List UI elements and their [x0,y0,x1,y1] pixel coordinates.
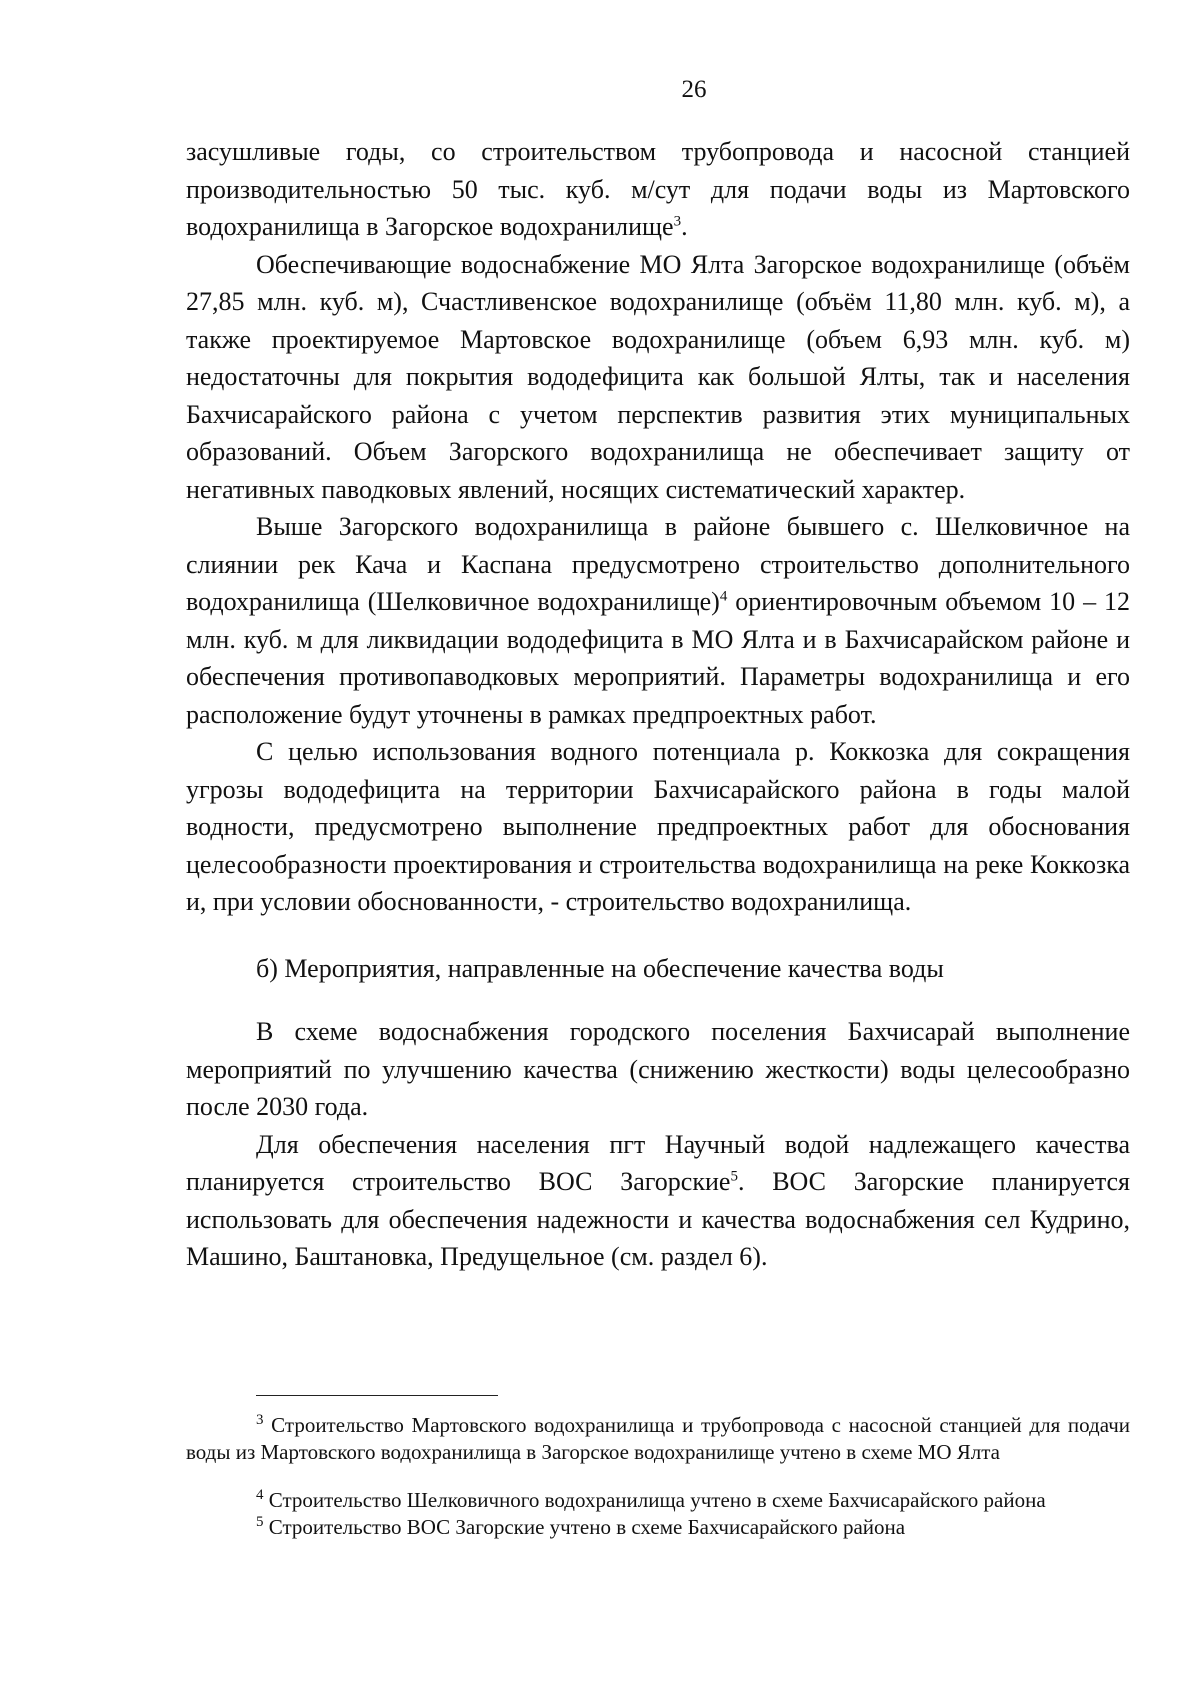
paragraph: С целью использования водного потенциала р. Коккозка для сокращения угрозы вододефицита на территории Бахчисарайского района в годы малой водности, предусмотрено выполнение предпроектных работ для обоснования целесообразности проектирования и строительства водохранилища на реке Коккозка и, при условии обоснованности, - строительство водохранилища. [186,737,1130,916]
footnote-separator [256,1395,498,1396]
footnote-text: Строительство ВОС Загорские учтено в схеме Бахчисарайского района [268,1515,906,1539]
footnote-ref: 5 [730,1168,738,1185]
footnote-text: Строительство Шелковичного водохранилища учтено в схеме Бахчисарайского района [268,1488,1046,1512]
paragraph-text: засушливые годы, со строительством трубопровода и насосной станцией производительностью 50 тыс. куб. м/сут для подачи воды из Мартовского водохранилища в Загорское водохранилище [186,137,1130,241]
footnote [186,1487,1130,1514]
page-number: 26 [681,76,707,103]
paragraph [186,508,1130,733]
footnote-mark: 5 [256,1514,264,1530]
footnote-ref: 3 [673,213,682,230]
footnote-mark: 3 [256,1412,264,1428]
paragraph-text: ориентировочным объемом 10 – 12 млн. куб. м для ликвидации вододефицита в МО Ялта и в Бахчисарайском районе и обеспечения противопаводковых мероприятий. Параметры водохранилища и его расположение будут уточнены в рамках предпроектных работ. [186,587,1131,729]
paragraph-text: Выше Загорского водохранилища в районе бывшего с. Шелковичное на слиянии рек Кача и Каспана предусмотрено строительство дополнительного водохранилища (Шелковичное водохранилище) [186,512,1130,616]
footnote-ref: 4 [719,588,728,605]
document-body [186,133,1130,1276]
footnote-text: Строительство Мартовского водохранилища и трубопровода с насосной станцией для подачи воды из Мартовского водохранилища в Загорское водохранилище учтено в схеме МО Ялта [186,1413,1131,1464]
footnote [186,1514,1130,1541]
paragraph: Обеспечивающие водоснабжение МО Ялта Загорское водохранилище (объём 27,85 млн. куб. м), Счастливенское водохранилище (объём 11,80 млн. куб. м), а также проектируемое Мартовское водохранилище (объем 6,93 млн. куб. м) недостаточны для покрытия вододефицита как большой Ялты, так и населения Бахчисарайского района с учетом перспектив развития этих муниципальных образований. Объем Загорского водохранилища не обеспечивает защиту от негативных паводковых явлений, носящих систематический характер. [186,249,1130,504]
paragraph-text: Для обеспечения населения пгт Научный водой надлежащего качества планируется строительство ВОС Загорские [186,1129,1130,1196]
paragraph-text: ВОС Загорские планируется использовать для обеспечения надежности и качества водоснабжения сел Кудрино, Машино, Баштановка, Предущельное (см. раздел 6). [186,1167,1130,1271]
section-heading: б) Мероприятия, направленные на обеспечение качества воды [256,953,944,983]
footnotes [186,1412,1130,1541]
paragraph: В схеме водоснабжения городского поселения Бахчисарай выполнение мероприятий по улучшению качества (снижению жесткости) воды целесообразно после 2030 года. [186,1017,1130,1121]
paragraph: засушливые годы, со строительством трубопровода и насосной станцией производительностью 50 тыс. куб. м/сут для подачи воды из Мартовского водохранилища в Загорское водохранилище$^3$. [186,137,1130,241]
footnote [186,1412,1130,1466]
footnote-mark: 4 [256,1487,264,1503]
paragraph: Для обеспечения населения пгт Научный водой надлежащего качества планируется строительство ВОС Загорские$^5$. ВОС Загорские планируется использовать для обеспечения надежности и качества водоснабжения сел Кудрино, Машино, Баштановка, Предущельное (см. раздел 6). [186,1129,1130,1271]
